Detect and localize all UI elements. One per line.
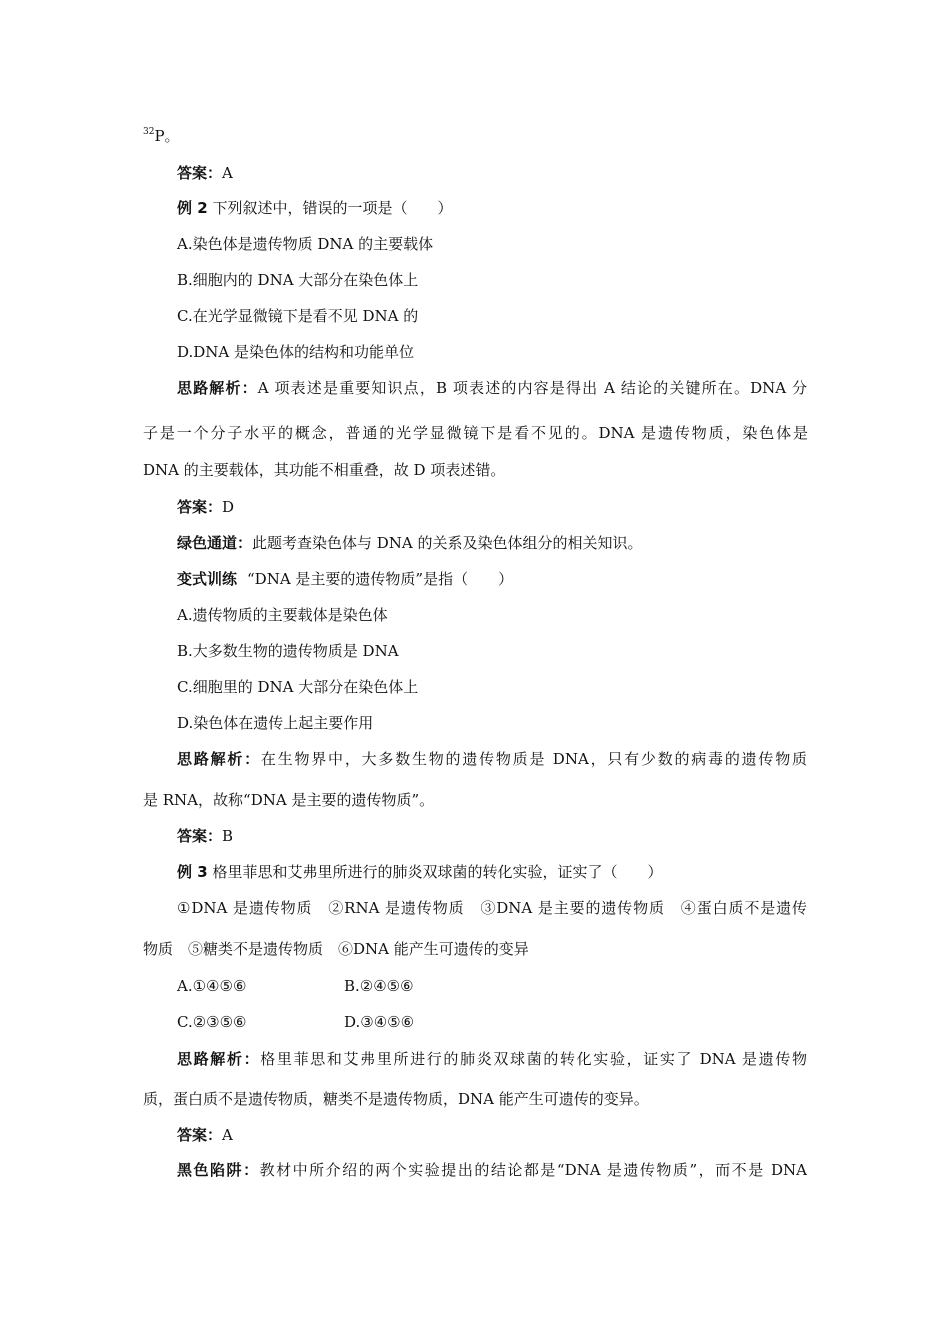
example-2-stem bbox=[177, 198, 807, 218]
answer-4 bbox=[177, 1125, 807, 1145]
example-3-statements-line-2: 物质 ⑤糖类不是遗传物质 ⑥DNA 能产生可遗传的变异 bbox=[143, 940, 529, 958]
analysis-2-line-3: DNA 的主要载体，其功能不相重叠，故 D 项表述错。 bbox=[143, 461, 506, 479]
answer-2 bbox=[177, 497, 807, 517]
example-stem: 下列叙述中，错误的一项是（ ） bbox=[207, 199, 453, 217]
black-trap bbox=[177, 1160, 807, 1180]
example-3-option-a: A.①④⑤⑥ bbox=[177, 977, 247, 995]
analysis-4-line-1 bbox=[177, 1049, 807, 1069]
example-3-statements-line-1: ①DNA 是遗传物质 ②RNA 是遗传物质 ③DNA 是主要的遗传物质 ④蛋白质不是遗传 bbox=[177, 899, 807, 917]
analysis-label: 思路解析： bbox=[177, 750, 261, 768]
example-label: 例 2 bbox=[177, 199, 208, 217]
variant-label: 变式训练 bbox=[177, 570, 238, 588]
answer-label: 答案： bbox=[177, 1126, 223, 1144]
example-2-option-d: D.DNA 是染色体的结构和功能单位 bbox=[177, 343, 415, 361]
analysis-text: A 项表述是重要知识点，B 项表述的内容是得出 A 结论的关键所在。DNA 分 bbox=[257, 379, 807, 397]
variant-option-d: D.染色体在遗传上起主要作用 bbox=[177, 714, 374, 732]
example-3-option-b: B.②④⑤⑥ bbox=[344, 977, 414, 995]
answer-value: A bbox=[222, 164, 233, 182]
answer-value: B bbox=[222, 827, 234, 845]
example-3-options-row-2 bbox=[177, 1012, 807, 1032]
example-2-option-b: B.细胞内的 DNA 大部分在染色体上 bbox=[177, 271, 419, 289]
variant-stem: “DNA 是主要的遗传物质”是指（ ） bbox=[247, 570, 514, 588]
analysis-3-line-2: 是 RNA，故称“DNA 是主要的遗传物质”。 bbox=[143, 791, 435, 809]
variant-training-stem bbox=[177, 569, 807, 589]
black-trap-label: 黑色陷阱： bbox=[177, 1161, 260, 1179]
continuation-line bbox=[143, 126, 808, 146]
example-3-option-d: D.③④⑤⑥ bbox=[344, 1013, 415, 1031]
example-3-options-row-1 bbox=[177, 976, 807, 996]
variant-option-b: B.大多数生物的遗传物质是 DNA bbox=[177, 642, 399, 660]
example-3-stem bbox=[177, 862, 807, 882]
example-2-option-c: C.在光学显微镜下是看不见 DNA 的 bbox=[177, 307, 419, 325]
analysis-2-line-2: 子是一个分子水平的概念，普通的光学显微镜下是看不见的。DNA 是遗传物质，染色体是 bbox=[143, 424, 808, 442]
example-3-option-c: C.②③⑤⑥ bbox=[177, 1013, 247, 1031]
analysis-3-line-1 bbox=[177, 749, 807, 769]
variant-option-c: C.细胞里的 DNA 大部分在染色体上 bbox=[177, 678, 419, 696]
example-stem: 格里菲思和艾弗里所进行的肺炎双球菌的转化实验，证实了（ ） bbox=[207, 863, 663, 881]
answer-1 bbox=[177, 163, 807, 183]
analysis-2-line-1 bbox=[177, 378, 807, 398]
analysis-4-line-2: 质，蛋白质不是遗传物质，糖类不是遗传物质，DNA 能产生可遗传的变异。 bbox=[143, 1090, 649, 1108]
black-trap-text: 教材中所介绍的两个实验提出的结论都是“DNA 是遗传物质”，而不是 DNA bbox=[259, 1161, 807, 1179]
analysis-text: 在生物界中，大多数生物的遗传物质是 DNA，只有少数的病毒的遗传物质 bbox=[260, 750, 807, 768]
answer-3 bbox=[177, 826, 807, 846]
analysis-text: 格里菲思和艾弗里所进行的肺炎双球菌的转化实验，证实了 DNA 是遗传物 bbox=[260, 1050, 807, 1068]
isotope-superscript: 32 bbox=[143, 127, 155, 137]
analysis-label: 思路解析： bbox=[177, 379, 258, 397]
answer-value: A bbox=[222, 1126, 233, 1144]
variant-option-a: A.遗传物质的主要载体是染色体 bbox=[177, 606, 388, 624]
example-2-option-a: A.染色体是遗传物质 DNA 的主要载体 bbox=[177, 235, 434, 253]
analysis-label: 思路解析： bbox=[177, 1050, 261, 1068]
example-label: 例 3 bbox=[177, 863, 208, 881]
continuation-text: P。 bbox=[154, 127, 180, 145]
answer-value: D bbox=[222, 498, 235, 516]
green-channel-text: 此题考查染色体与 DNA 的关系及染色体组分的相关知识。 bbox=[252, 534, 643, 552]
answer-label: 答案： bbox=[177, 498, 223, 516]
green-channel bbox=[177, 533, 807, 553]
answer-label: 答案： bbox=[177, 827, 223, 845]
answer-label: 答案： bbox=[177, 164, 223, 182]
green-channel-label: 绿色通道： bbox=[177, 534, 253, 552]
